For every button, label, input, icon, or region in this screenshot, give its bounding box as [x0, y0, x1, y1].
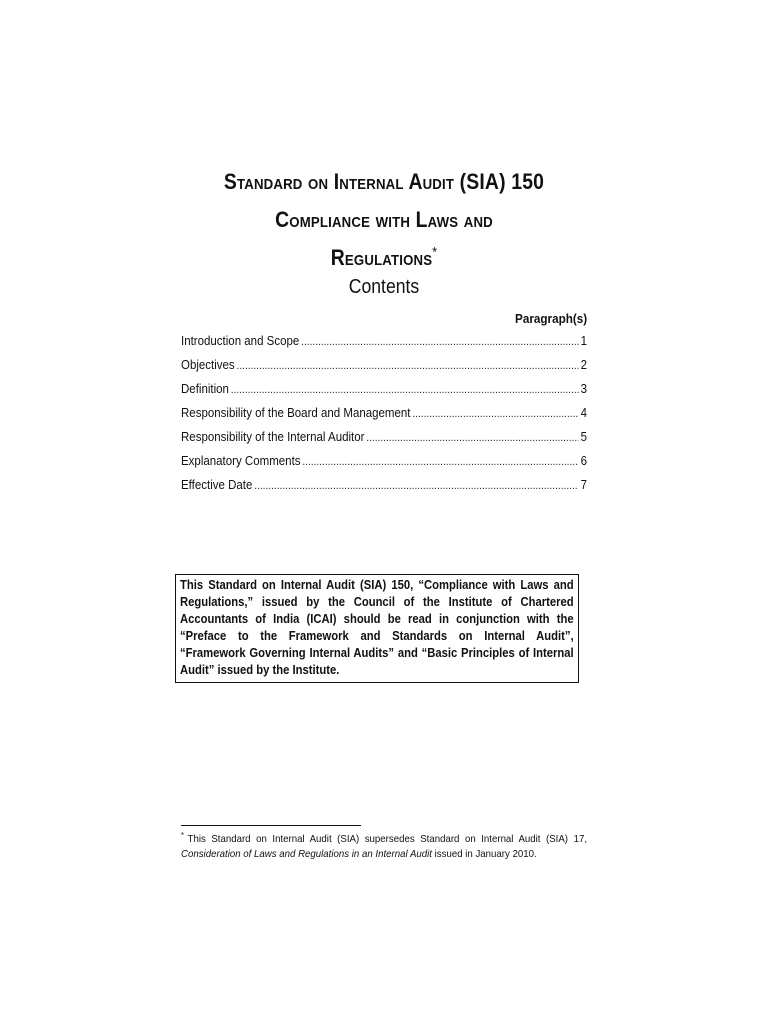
- footnote-referenced-title: Consideration of Laws and Regulations in an Internal Audit: [181, 848, 432, 860]
- toc-entry-label: Responsibility of the Board and Management: [181, 406, 411, 420]
- toc-leader-dots: [231, 384, 579, 396]
- toc-entry-label: Objectives: [181, 358, 235, 372]
- toc-entry-paragraph: 1: [580, 334, 588, 348]
- title-footnote-mark: *: [432, 243, 438, 260]
- footnote-mark: *: [181, 830, 184, 840]
- notice-text: This Standard on Internal Audit (SIA) 150, “Compliance with Laws and Regulations,” issued by the Council of the Institute of Chartered Accountants of India (ICAI) should be read in conjunction with the “Preface to the Framework and Standards on Internal Audit”, “Framework Governing Internal Audits” and “Basic Principles of Internal Audit” issued by the Institute.: [180, 578, 574, 677]
- toc-row: [181, 334, 587, 358]
- toc-leader-dots: [254, 480, 579, 492]
- toc-leader-dots: [366, 432, 578, 444]
- title-line-3-text: Regulations: [330, 245, 433, 270]
- toc-entry-label: Effective Date: [181, 478, 253, 492]
- notice-box: [175, 574, 579, 683]
- toc-entry-paragraph: 5: [580, 430, 588, 444]
- footnote-divider: [181, 825, 361, 826]
- toc-row: [181, 382, 587, 406]
- document-title: [0, 163, 768, 277]
- table-of-contents: [181, 334, 587, 502]
- paragraph-column-header: Paragraph(s): [514, 311, 587, 326]
- toc-entry-paragraph: 3: [580, 382, 588, 396]
- toc-row: [181, 454, 587, 478]
- toc-entry-paragraph: 7: [580, 478, 588, 492]
- contents-heading: Contents: [348, 276, 420, 298]
- toc-leader-dots: [412, 408, 578, 420]
- toc-row: [181, 478, 587, 502]
- toc-row: [181, 406, 587, 430]
- toc-entry-paragraph: 4: [580, 406, 588, 420]
- toc-entry-label: Explanatory Comments: [181, 454, 301, 468]
- footnote-text: This Standard on Internal Audit (SIA) supersedes Standard on Internal Audit (SIA) 17,: [187, 833, 588, 845]
- toc-entry-paragraph: 2: [580, 358, 588, 372]
- toc-entry-label: Definition: [181, 382, 229, 396]
- toc-row: [181, 430, 587, 454]
- footnote: [181, 832, 587, 862]
- toc-entry-paragraph: 6: [580, 454, 588, 468]
- toc-leader-dots: [302, 456, 578, 468]
- toc-entry-label: Introduction and Scope: [181, 334, 300, 348]
- title-line-2: Compliance with Laws and: [275, 207, 493, 232]
- title-line-3: [46, 239, 722, 277]
- toc-leader-dots: [237, 360, 579, 372]
- toc-entry-label: Responsibility of the Internal Auditor: [181, 430, 365, 444]
- footnote-text-end: issued in January 2010.: [434, 848, 537, 860]
- toc-row: [181, 358, 587, 382]
- toc-leader-dots: [301, 336, 579, 348]
- title-line-1: Standard on Internal Audit (SIA) 150: [223, 169, 545, 194]
